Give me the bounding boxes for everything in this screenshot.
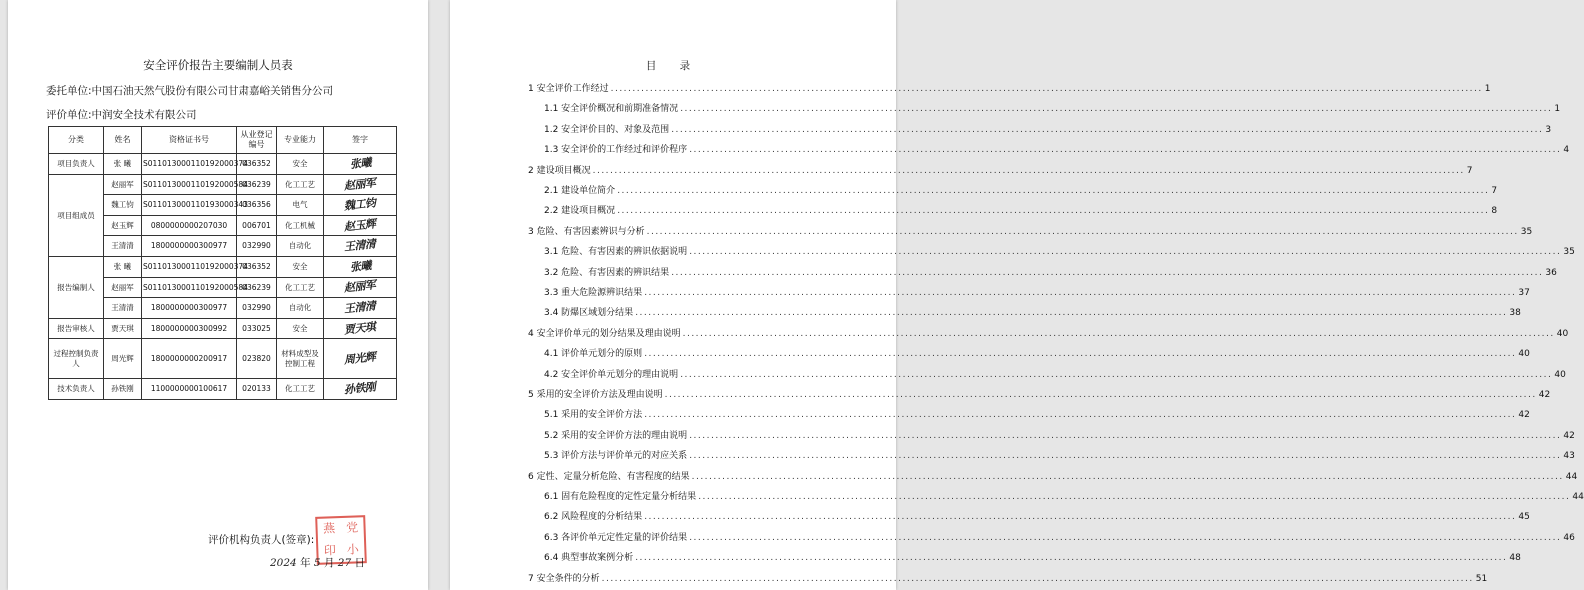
toc-section[interactable] bbox=[544, 489, 1584, 502]
category-cell: 项目负责人 bbox=[49, 154, 104, 175]
toc-page-number: 51 bbox=[1475, 573, 1488, 584]
toc-leader-dots: ........................................................................................................................................................................................................ bbox=[682, 328, 1555, 339]
handwritten-signature: 赵丽军 bbox=[343, 175, 377, 193]
toc-leader-dots: ........................................................................................................................................................................................................ bbox=[691, 471, 1564, 482]
header-skill: 专业能力 bbox=[277, 127, 324, 154]
toc-label: 4 安全评价单元的划分结果及理由说明 bbox=[528, 328, 681, 339]
toc-page-number: 7 bbox=[1466, 165, 1473, 176]
toc-page-number: 37 bbox=[1518, 288, 1530, 298]
agency-head-sign-label: 评价机构负责人(签章): bbox=[208, 534, 315, 546]
toc-leader-dots: ........................................................................................................................................................................................................ bbox=[644, 410, 1517, 421]
skill-cell: 电气 bbox=[277, 195, 324, 216]
name-cell: 赵丽军 bbox=[104, 277, 142, 298]
signature-cell bbox=[324, 318, 397, 339]
evaluator-value: 中润安全技术有限公司 bbox=[91, 109, 197, 121]
header-cert: 资格证书号 bbox=[142, 127, 237, 154]
skill-cell: 材料成型及控制工程 bbox=[277, 339, 324, 379]
handwritten-signature: 赵玉辉 bbox=[343, 217, 377, 234]
seal-char: 小 bbox=[346, 542, 360, 557]
toc-chapter[interactable] bbox=[528, 326, 1569, 339]
date-year: 2024 bbox=[270, 557, 297, 569]
signature-cell bbox=[324, 154, 397, 175]
toc-label: 4.2 安全评价单元划分的理由说明 bbox=[544, 369, 679, 380]
toc-label: 4.1 评价单元划分的原则 bbox=[544, 349, 643, 360]
client-label: 委托单位: bbox=[46, 85, 92, 97]
handwritten-signature: 王清清 bbox=[343, 299, 377, 316]
signature-cell bbox=[324, 298, 397, 319]
toc-leader-dots: ........................................................................................................................................................................................................ bbox=[610, 84, 1483, 94]
toc-section[interactable] bbox=[544, 285, 1530, 298]
toc-leader-dots: ........................................................................................................................................................................................................ bbox=[644, 512, 1517, 523]
toc-label: 6.4 典型事故案例分析 bbox=[544, 553, 634, 564]
cert-cell: S011013000110192000374 bbox=[142, 154, 237, 175]
reg-cell: 006701 bbox=[237, 215, 277, 236]
toc-section[interactable] bbox=[544, 530, 1575, 543]
toc-chapter[interactable] bbox=[528, 81, 1491, 94]
toc-page-number: 36 bbox=[1545, 267, 1557, 278]
header-name: 姓名 bbox=[104, 127, 142, 154]
toc-section[interactable] bbox=[544, 305, 1521, 319]
toc-leader-dots: ........................................................................................................................................................................................................ bbox=[689, 532, 1562, 543]
category-cell: 技术负责人 bbox=[49, 379, 104, 400]
skill-cell: 化工工艺 bbox=[277, 379, 324, 400]
toc-section[interactable] bbox=[544, 244, 1575, 258]
seal-char: 印 bbox=[323, 543, 337, 558]
evaluator-line bbox=[46, 107, 197, 122]
toc-page-number: 40 bbox=[1518, 349, 1530, 360]
toc-section[interactable] bbox=[544, 142, 1570, 156]
date-month: 5 bbox=[313, 557, 321, 569]
toc-page-number: 35 bbox=[1520, 226, 1533, 237]
toc-section[interactable] bbox=[544, 346, 1530, 360]
toc-leader-dots: ........................................................................................................................................................................................................ bbox=[689, 145, 1562, 156]
toc-section[interactable] bbox=[544, 448, 1575, 462]
toc-label: 3.1 危险、有害因素的辨识依据说明 bbox=[544, 247, 688, 258]
toc-section[interactable] bbox=[544, 183, 1498, 196]
name-cell: 赵玉辉 bbox=[104, 215, 142, 236]
table-row bbox=[49, 339, 397, 379]
toc-section[interactable] bbox=[544, 367, 1566, 380]
toc-label: 2 建设项目概况 bbox=[528, 165, 591, 176]
toc-leader-dots: ........................................................................................................................................................................................................ bbox=[646, 226, 1519, 237]
toc-leader-dots: ........................................................................................................................................................................................................ bbox=[671, 124, 1544, 135]
toc-label: 1 安全评价工作经过 bbox=[528, 84, 609, 94]
toc-page-number: 3 bbox=[1545, 124, 1552, 135]
toc-leader-dots: ........................................................................................................................................................................................................ bbox=[689, 247, 1562, 258]
date-day: 27 bbox=[337, 557, 352, 569]
toc-label: 2.2 建设项目概况 bbox=[544, 206, 616, 217]
category-cell: 报告审核人 bbox=[49, 318, 104, 339]
reg-cell: 020133 bbox=[237, 379, 277, 400]
toc-label: 7 安全条件的分析 bbox=[528, 573, 600, 584]
cert-cell: 1100000000100617 bbox=[142, 379, 237, 400]
toc-section[interactable] bbox=[544, 101, 1561, 115]
staff-table-title: 安全评价报告主要编制人员表 bbox=[143, 58, 293, 72]
toc-page-number: 1 bbox=[1554, 104, 1561, 115]
toc-leader-dots: ........................................................................................................................................................................................................ bbox=[698, 492, 1571, 502]
toc-leader-dots: ........................................................................................................................................................................................................ bbox=[689, 430, 1562, 441]
name-cell: 王清清 bbox=[104, 298, 142, 319]
table-row bbox=[49, 154, 397, 175]
toc-label: 2.1 建设单位简介 bbox=[544, 186, 616, 196]
toc-label: 5.3 评价方法与评价单元的对应关系 bbox=[544, 451, 688, 462]
toc-page-number: 42 bbox=[1538, 390, 1551, 400]
toc-page-number: 40 bbox=[1556, 328, 1569, 339]
sign-date bbox=[270, 555, 365, 570]
handwritten-signature: 孙铁刚 bbox=[343, 380, 377, 397]
toc-section[interactable] bbox=[544, 550, 1521, 564]
toc-section[interactable] bbox=[544, 509, 1530, 523]
signature-cell bbox=[324, 256, 397, 277]
toc-label: 5.1 采用的安全评价方法 bbox=[544, 410, 643, 421]
signature-cell bbox=[324, 215, 397, 236]
toc-page-number: 40 bbox=[1554, 369, 1566, 380]
toc-leader-dots: ........................................................................................................................................................................................................ bbox=[601, 573, 1474, 584]
toc-page-number: 1 bbox=[1484, 84, 1491, 94]
toc-leader-dots: ........................................................................................................................................................................................................ bbox=[664, 390, 1537, 400]
toc-page-number: 7 bbox=[1491, 186, 1498, 196]
toc-leader-dots: ........................................................................................................................................................................................................ bbox=[680, 369, 1553, 380]
reg-cell: 032990 bbox=[237, 298, 277, 319]
date-day-unit: 日 bbox=[354, 557, 366, 569]
header-signature: 签字 bbox=[324, 127, 397, 154]
signature-cell bbox=[324, 277, 397, 298]
toc-page-number: 38 bbox=[1509, 308, 1521, 319]
skill-cell: 化工工艺 bbox=[277, 174, 324, 195]
toc-chapter[interactable] bbox=[528, 224, 1533, 237]
seal-char: 燕 bbox=[322, 521, 336, 536]
reg-cell: 036352 bbox=[237, 256, 277, 277]
reg-cell: 032990 bbox=[237, 236, 277, 257]
staff-table bbox=[48, 126, 397, 400]
toc-leader-dots: ........................................................................................................................................................................................................ bbox=[617, 206, 1490, 217]
toc-leader-dots: ........................................................................................................................................................................................................ bbox=[671, 267, 1544, 278]
toc-page-number: 8 bbox=[1491, 206, 1498, 217]
signature-cell bbox=[324, 339, 397, 379]
skill-cell: 自动化 bbox=[277, 236, 324, 257]
skill-cell: 化工机械 bbox=[277, 215, 324, 236]
name-cell: 孙铁刚 bbox=[104, 379, 142, 400]
reg-cell: 033025 bbox=[237, 318, 277, 339]
toc-leader-dots: ........................................................................................................................................................................................................ bbox=[644, 288, 1517, 298]
signature-cell bbox=[324, 174, 397, 195]
handwritten-signature: 魏工钧 bbox=[343, 196, 377, 213]
name-cell: 张 曦 bbox=[104, 154, 142, 175]
toc-page-number: 46 bbox=[1563, 532, 1575, 543]
client-value: 中国石油天然气股份有限公司甘肃嘉峪关销售分公司 bbox=[91, 85, 334, 97]
toc-leader-dots: ........................................................................................................................................................................................................ bbox=[635, 553, 1508, 564]
skill-cell: 安全 bbox=[277, 256, 324, 277]
toc-label: 6.3 各评价单元定性定量的评价结果 bbox=[544, 532, 688, 543]
toc-chapter[interactable] bbox=[528, 571, 1488, 584]
cert-cell: S011013000110192000584 bbox=[142, 277, 237, 298]
toc-leader-dots: ........................................................................................................................................................................................................ bbox=[592, 165, 1465, 176]
toc-label: 3.4 防爆区域划分结果 bbox=[544, 308, 634, 319]
handwritten-signature: 张曦 bbox=[348, 258, 372, 274]
handwritten-signature: 周光辉 bbox=[343, 350, 377, 367]
seal-char: 党 bbox=[345, 520, 359, 535]
toc-label: 1.1 安全评价概况和前期准备情况 bbox=[544, 104, 679, 115]
toc-leader-dots: ........................................................................................................................................................................................................ bbox=[689, 451, 1562, 462]
toc-title: 目 录 bbox=[645, 60, 701, 72]
toc-leader-dots: ........................................................................................................................................................................................................ bbox=[680, 104, 1553, 115]
toc-label: 1.3 安全评价的工作经过和评价程序 bbox=[544, 145, 688, 156]
cert-cell: 1800000000300977 bbox=[142, 236, 237, 257]
table-body bbox=[49, 154, 397, 400]
table-row bbox=[49, 174, 397, 195]
toc-section[interactable] bbox=[544, 407, 1530, 421]
toc-section[interactable] bbox=[544, 428, 1575, 441]
handwritten-signature: 赵丽军 bbox=[343, 278, 377, 296]
cert-cell: S011013000110192000584 bbox=[142, 174, 237, 195]
reg-cell: 036239 bbox=[237, 174, 277, 195]
toc-leader-dots: ........................................................................................................................................................................................................ bbox=[617, 186, 1490, 196]
signature-cell bbox=[324, 236, 397, 257]
handwritten-signature: 贾天琪 bbox=[343, 320, 377, 337]
evaluator-label: 评价单位: bbox=[46, 109, 92, 121]
client-line bbox=[46, 83, 333, 98]
toc-section[interactable] bbox=[544, 122, 1552, 135]
toc-chapter[interactable] bbox=[528, 469, 1578, 482]
cert-cell: S011013000110193000343 bbox=[142, 195, 237, 216]
toc-label: 3.3 重大危险源辨识结果 bbox=[544, 288, 643, 298]
cert-cell: 1800000000300977 bbox=[142, 298, 237, 319]
reg-cell: 036356 bbox=[237, 195, 277, 216]
toc-page-number: 4 bbox=[1563, 145, 1570, 156]
date-month-unit: 月 bbox=[323, 557, 335, 569]
toc-page-number: 35 bbox=[1563, 247, 1575, 258]
cert-cell: 1800000000300992 bbox=[142, 318, 237, 339]
name-cell: 王清清 bbox=[104, 236, 142, 257]
left-page bbox=[8, 0, 428, 590]
signature-cell bbox=[324, 379, 397, 400]
toc-page-number: 48 bbox=[1509, 553, 1521, 564]
toc-page-number: 42 bbox=[1563, 430, 1575, 441]
toc-label: 5 采用的安全评价方法及理由说明 bbox=[528, 390, 663, 400]
toc-section[interactable] bbox=[544, 203, 1498, 217]
toc-label: 6 定性、定量分析危险、有害程度的结果 bbox=[528, 471, 690, 482]
toc-label: 3 危险、有害因素辨识与分析 bbox=[528, 226, 645, 237]
skill-cell: 安全 bbox=[277, 318, 324, 339]
name-cell: 周光辉 bbox=[104, 339, 142, 379]
cert-cell: S011013000110192000374 bbox=[142, 256, 237, 277]
toc-chapter[interactable] bbox=[528, 387, 1551, 400]
reg-cell: 036239 bbox=[237, 277, 277, 298]
cert-cell: 1800000000200917 bbox=[142, 339, 237, 379]
table-row bbox=[49, 256, 397, 277]
toc-page-number: 43 bbox=[1563, 451, 1575, 462]
name-cell: 魏工钧 bbox=[104, 195, 142, 216]
table-row bbox=[49, 379, 397, 400]
toc-label: 3.2 危险、有害因素的辨识结果 bbox=[544, 267, 670, 278]
toc-page-number: 42 bbox=[1518, 410, 1530, 421]
handwritten-signature: 张曦 bbox=[348, 155, 372, 171]
toc-section[interactable] bbox=[544, 265, 1557, 278]
toc-label: 6.2 风险程度的分析结果 bbox=[544, 512, 643, 523]
skill-cell: 化工工艺 bbox=[277, 277, 324, 298]
signature-cell bbox=[324, 195, 397, 216]
handwritten-signature: 王清清 bbox=[343, 237, 377, 254]
toc-leader-dots: ........................................................................................................................................................................................................ bbox=[635, 308, 1508, 319]
toc-label: 1.2 安全评价目的、对象及范围 bbox=[544, 124, 670, 135]
toc-page-number: 44 bbox=[1565, 471, 1578, 482]
skill-cell: 安全 bbox=[277, 154, 324, 175]
header-reg: 从业登记编号 bbox=[237, 127, 277, 154]
name-cell: 贾天琪 bbox=[104, 318, 142, 339]
date-year-unit: 年 bbox=[300, 557, 311, 569]
category-cell: 报告编制人 bbox=[49, 256, 104, 318]
skill-cell: 自动化 bbox=[277, 298, 324, 319]
table-row bbox=[49, 318, 397, 339]
toc-page-number: 44 bbox=[1572, 492, 1584, 502]
toc-chapter[interactable] bbox=[528, 163, 1473, 176]
toc-page-number: 45 bbox=[1518, 512, 1530, 523]
reg-cell: 023820 bbox=[237, 339, 277, 379]
name-cell: 赵丽军 bbox=[104, 174, 142, 195]
toc-leader-dots: ........................................................................................................................................................................................................ bbox=[644, 349, 1517, 360]
table-header-row bbox=[49, 127, 397, 154]
toc-label: 5.2 采用的安全评价方法的理由说明 bbox=[544, 430, 688, 441]
cert-cell: 0800000000207030 bbox=[142, 215, 237, 236]
toc-label: 6.1 固有危险程度的定性定量分析结果 bbox=[544, 492, 697, 502]
name-cell: 张 曦 bbox=[104, 256, 142, 277]
category-cell: 过程控制负责人 bbox=[49, 339, 104, 379]
reg-cell: 036352 bbox=[237, 154, 277, 175]
category-cell: 项目组成员 bbox=[49, 174, 104, 256]
right-page bbox=[450, 0, 1584, 590]
header-category: 分类 bbox=[49, 127, 104, 154]
